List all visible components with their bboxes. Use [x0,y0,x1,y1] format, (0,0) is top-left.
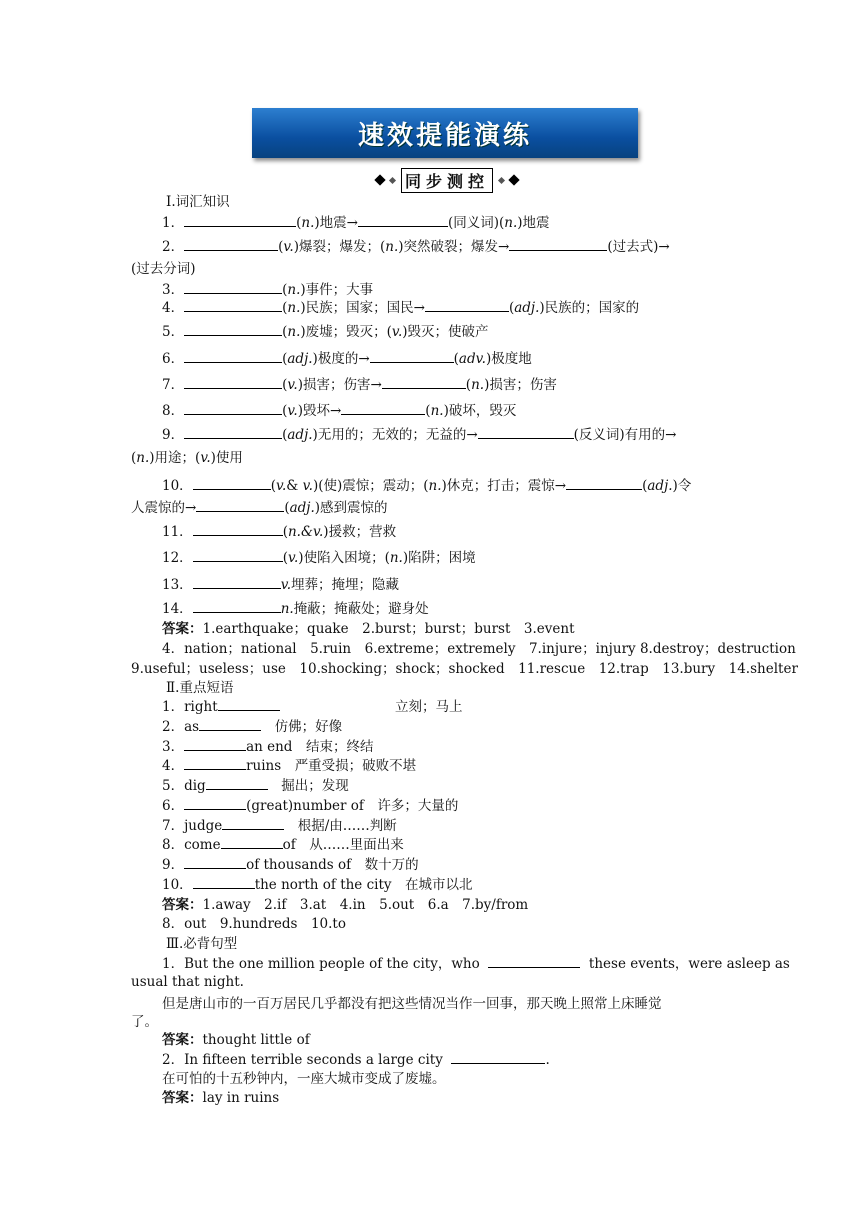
blank[interactable] [184,757,246,770]
phrase-10: 10． the north of the city 在城市以北 [162,877,473,893]
vocab-item-8: 8． (v.)毁坏→ (n.)破坏，毁灭 [162,403,517,419]
vocab-item-4: 4． (n.)民族；国家；国民→ (adj.)民族的；国家的 [162,300,640,316]
sentence-2-translation: 在可怕的十五秒钟内，一座大城市变成了废墟。 [162,1071,446,1087]
blank[interactable] [221,836,283,849]
diamond-icon [374,174,385,185]
blank[interactable] [184,281,282,294]
blank[interactable] [184,426,282,439]
answer-line: 答案：lay in ruins [162,1090,280,1106]
phrase-6: 6． (great)number of 许多；大量的 [162,798,459,814]
vocab-item-7: 7． (v.)损害；伤害→ (n.)损害；伤害 [162,377,557,393]
blank[interactable] [193,523,283,536]
blank[interactable] [193,576,281,589]
vocab-item-2-cont: (过去分词) [131,261,196,277]
sentence-1-translation-cont: 了。 [131,1014,158,1030]
vocab-item-5: 5． (n.)废墟；毁灭；(v.)毁灭；使破产 [162,324,489,340]
blank[interactable] [425,299,509,312]
vocab-item-6: 6． (adj.)极度的→ (adv.)极度地 [162,351,532,367]
phrase-5: 5．dig 掘出；发现 [162,778,349,794]
phrase-1-meaning: 立刻；马上 [395,699,463,715]
blank[interactable] [222,817,284,830]
blank[interactable] [193,600,281,613]
sentence-2: 2．In fifteen terrible seconds a large city . [162,1052,550,1068]
vocab-item-10-cont: 人震惊的→ (adj.)感到震惊的 [131,500,388,516]
vocab-item-11: 11． (n.&v.)援救；营救 [162,524,397,540]
diamond-icon [389,176,396,183]
sentence-1-cont: usual that night. [131,974,244,990]
diamond-icon [508,174,519,185]
sub-banner [352,170,542,190]
section3-heading: Ⅲ.必背句型 [166,936,238,952]
vocab-item-9: 9． (adj.)无用的；无效的；无益的→ (反义词)有用的→ [162,427,677,443]
phrase-2: 2．as 仿佛；好像 [162,719,343,735]
answer-line: 4．nation；national 5.ruin 6.extreme；extremely 7.injure；injury 8.destroy；destruction [162,641,796,657]
phrase-9: 9． of thousands of 数十万的 [162,857,419,873]
blank[interactable] [184,797,246,810]
blank[interactable] [509,238,607,251]
blank[interactable] [184,402,282,415]
sentence-1-translation: 但是唐山市的一百万居民几乎都没有把这些情况当作一回事，那天晚上照常上床睡觉 [162,996,662,1012]
blank[interactable] [184,238,278,251]
vocab-item-13: 13． v.埋葬；掩埋；隐藏 [162,577,400,593]
vocab-item-1: 1． (n.)地震→ (同义词)(n.)地震 [162,215,550,231]
blank[interactable] [184,323,282,336]
sentence-1: 1．But the one million people of the city，who these events，were asleep as [162,956,790,972]
answer-line: 答案：1.away 2.if 3.at 4.in 5.out 6.a 7.by/from [162,897,529,913]
banner-title: 速效提能演练 [357,120,532,151]
section2-heading: Ⅱ.重点短语 [166,680,234,696]
blank[interactable] [478,426,574,439]
blank[interactable] [184,299,282,312]
blank[interactable] [341,402,425,415]
blank[interactable] [193,876,255,889]
vocab-item-10: 10． (v.& v.)(使)震惊；震动；(n.)休克；打击；震惊→ (adj.)令 [162,478,692,494]
blank[interactable] [566,477,642,490]
answer-line: 9.useful；useless；use 10.shocking；shock；shocked 11.rescue 12.trap 13.bury 14.shelter [131,661,798,677]
blank[interactable] [488,955,580,968]
answer-line: 8．out 9.hundreds 10.to [162,916,346,932]
blank[interactable] [370,350,454,363]
diamond-icon [498,176,505,183]
blank[interactable] [218,698,280,711]
phrase-4: 4． ruins 严重受损；破败不堪 [162,758,417,774]
blank[interactable] [184,856,246,869]
blank[interactable] [193,549,283,562]
blank[interactable] [184,350,282,363]
blank[interactable] [199,718,261,731]
blank[interactable] [193,477,271,490]
title-banner [252,108,638,158]
blank[interactable] [451,1051,545,1064]
vocab-item-2: 2． (v.)爆裂；爆发；(n.)突然破裂；爆发→ (过去式)→ [162,239,670,255]
phrase-8: 8．come of 从……里面出来 [162,837,404,853]
blank[interactable] [184,376,282,389]
vocab-item-9-cont: (n.)用途；(v.)使用 [131,450,243,466]
vocab-item-12: 12． (v.)使陷入困境；(n.)陷阱；困境 [162,550,476,566]
answer-line: 答案：1.earthquake；quake 2.burst；burst；burst 3.event [162,621,575,637]
blank[interactable] [184,738,246,751]
blank[interactable] [196,499,284,512]
section1-heading: Ⅰ.词汇知识 [166,194,230,210]
vocab-item-3: 3． (n.)事件；大事 [162,282,374,298]
blank[interactable] [382,376,466,389]
vocab-item-14: 14． n.掩蔽；掩蔽处；避身处 [162,601,429,617]
answer-line: 答案：thought little of [162,1032,310,1048]
blank[interactable] [358,214,448,227]
phrase-1: 1．right [162,698,280,716]
phrase-7: 7．judge 根据/由……判断 [162,818,397,834]
phrase-3: 3． an end 结束；终结 [162,739,374,755]
blank[interactable] [184,214,296,227]
blank[interactable] [206,777,268,790]
sub-banner-title: 同步测控 [401,168,493,193]
